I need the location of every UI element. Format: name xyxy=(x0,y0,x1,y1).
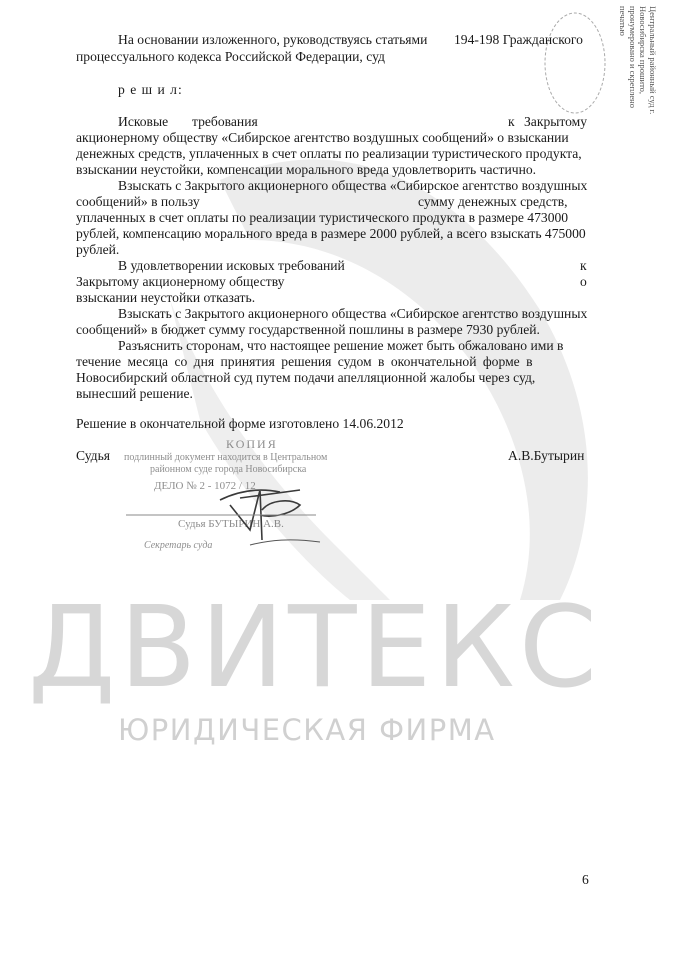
court-stamp-vertical xyxy=(588,6,658,130)
watermark-brand: ДВИТЕКС xyxy=(28,583,602,713)
p5-line1: Взыскать с Закрытого акционерного общества «Сибирское агентство воздушных xyxy=(118,306,588,321)
p2-line1b: требования xyxy=(192,114,258,129)
stamp-line2: районном суде города Новосибирска xyxy=(150,464,307,475)
p6-line1: Разъяснить сторонам, что настоящее решение может быть обжаловано ими в xyxy=(118,338,564,353)
p2-line1c: к xyxy=(508,114,515,129)
p5-line2: сообщений» в бюджет сумму государственной пошлины в размере 7930 рублей. xyxy=(76,322,540,337)
stamp-judge: Судья БУТЫРИН А.В. xyxy=(178,518,284,530)
p6-line3: Новосибирский областной суд путем подачи апелляционной жалобы через суд, xyxy=(76,370,536,385)
watermark-subtitle: ЮРИДИЧЕСКАЯ ФИРМА xyxy=(118,713,496,747)
p6-line4: вынесший решение. xyxy=(76,386,193,401)
p4-line1a: В удовлетворении исковых требований xyxy=(118,258,345,273)
p1-line2: процессуального кодекса Российской Федерации, суд xyxy=(76,49,385,64)
court-stamp-text: Центральный районный суд г. Новосибирска прошито, пронумеровано и скреплено печатью xyxy=(618,6,658,115)
round-seal-icon xyxy=(540,8,610,118)
p2-line4: взыскании неустойки, компенсации морального вреда удовлетворить частично. xyxy=(76,162,537,177)
judge-name: А.В.Бутырин xyxy=(508,448,585,463)
p3-line3: уплаченных в счет оплаты по реализации туристического продукта в размере 473000 xyxy=(76,210,569,225)
p3-line2b: сумму денежных средств, xyxy=(418,194,568,209)
p3-line1: Взыскать с Закрытого акционерного общества «Сибирское агентство воздушных xyxy=(118,178,588,193)
stamp-case-number: ДЕЛО № 2 - 1072 / 12 xyxy=(154,480,256,492)
p4-line1b: к xyxy=(580,258,587,273)
page-number: 6 xyxy=(582,872,589,887)
p2-line3: денежных средств, уплаченных в счет оплаты по реализации туристического продукта, xyxy=(76,146,582,161)
p3-line2a: сообщений» в пользу xyxy=(76,194,200,209)
final-form-date: Решение в окончательной форме изготовлено 14.06.2012 xyxy=(76,416,404,431)
p4-line2a: Закрытому акционерному обществу xyxy=(76,274,285,289)
stamp-copy: КОПИЯ xyxy=(226,437,278,451)
p3-line4: рублей, компенсацию морального вреда в размере 2000 рублей, а всего взыскать 475000 xyxy=(76,226,586,241)
resolved-heading: р е ш и л: xyxy=(118,82,183,97)
stamp-line1: подлинный документ находится в Центральном xyxy=(124,452,328,463)
p2-line2: акционерному обществу «Сибирское агентство воздушных сообщений» о взыскании xyxy=(76,130,569,145)
p3-line5: рублей. xyxy=(76,242,120,257)
p2-line1d: Закрытому xyxy=(524,114,588,129)
p4-line2b: о xyxy=(580,274,587,289)
p4-line3: взыскании неустойки отказать. xyxy=(76,290,256,305)
p2-line1a: Исковые xyxy=(118,114,169,129)
judge-label: Судья xyxy=(76,448,111,463)
stamp-underline xyxy=(126,510,326,520)
p6-line2: течение месяца со дня принятия решения судом в окончательной форме в xyxy=(76,354,533,369)
stamp-secretary: Секретарь суда xyxy=(144,540,213,551)
p1-line1a: На основании изложенного, руководствуясь статьями xyxy=(118,32,428,47)
p1-line1b: 194-198 Гражданского xyxy=(454,32,583,47)
